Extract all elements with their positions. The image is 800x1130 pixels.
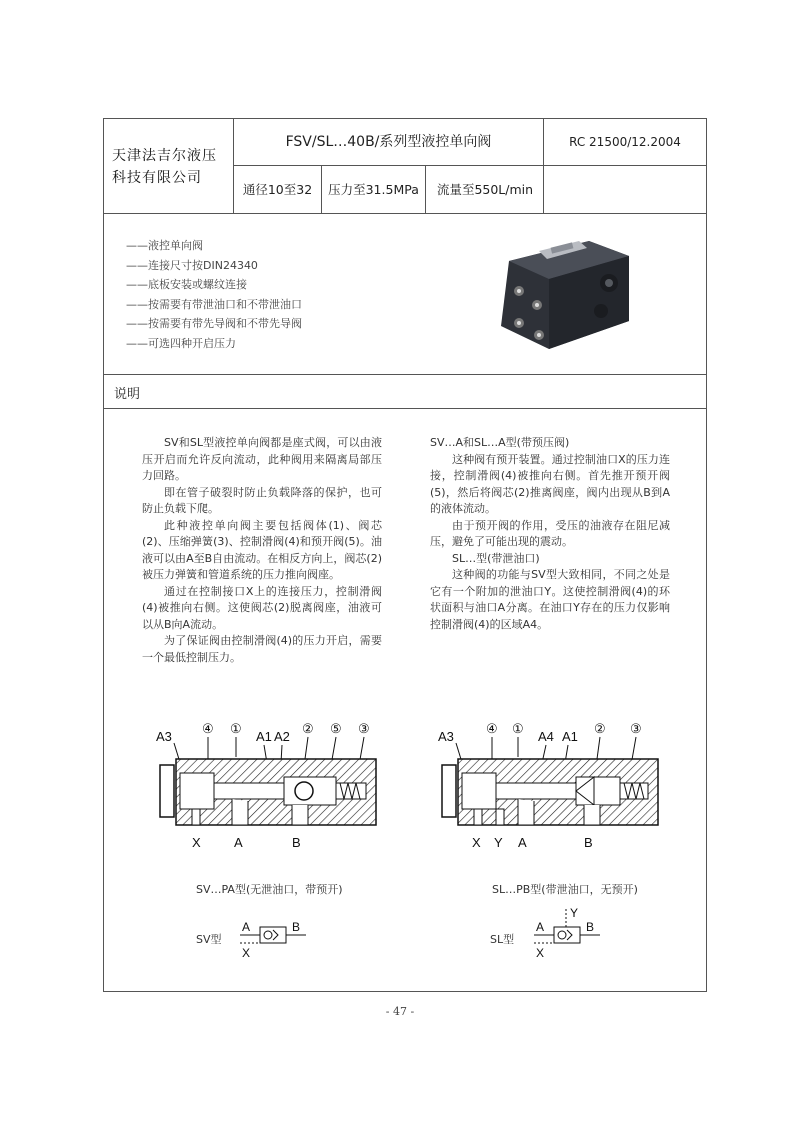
symbol-port-a: A <box>536 920 545 934</box>
symbol-port-x: X <box>536 946 545 960</box>
diagram-caption-left: SV…PA型(无泄油口，带预开) <box>196 883 343 896</box>
paragraph: 通过在控制接口X上的连接压力，控制滑阀(4)被推向右侧。这使阀芯(2)脱离阀座，油液可以从B向A流动。 <box>142 584 382 631</box>
spec-row <box>234 166 544 213</box>
paragraph: SV和SL型液控单向阀都是座式阀，可以由液压开启而允许反向流动，此种阀用来隔离局部压力回路。 <box>142 436 382 482</box>
company-name-line1: 天津法吉尔液压 <box>112 148 217 164</box>
company-name-line2: 科技有限公司 <box>112 170 202 186</box>
page-number: - 47 - <box>385 1005 415 1018</box>
paragraph: 此种液控单向阀主要包括阀体(1)、阀芯(2)、压缩弹簧(3)、控制滑阀(4)和预开阀(5)。油液可以由A至B自由流动。在相反方向上，阀芯(2)被压力弹簧和管道系统的压力推向阀座。 <box>142 518 382 581</box>
symbol-port-b: B <box>586 920 595 934</box>
subheading: SV…A和SL…A型(带预压阀) <box>430 436 570 449</box>
subheading: SL…型(带泄油口) <box>452 551 540 565</box>
label-2: ② <box>594 721 606 736</box>
label-port-b: B <box>292 835 301 850</box>
symbol-port-x: X <box>242 946 251 960</box>
label-x: X <box>192 835 201 850</box>
paragraph: 为了保证阀由控制滑阀(4)的压力开启，需要一个最低控制压力。 <box>142 634 382 664</box>
section-title: 说明 <box>114 387 141 402</box>
paragraph: 这种阀有预开装置。通过控制油口X的压力连接，控制滑阀(4)被推向右侧。首先推开预开阀(5)，然后将阀芯(2)推离阀座，阀内出现从B到A的液体流动。 <box>430 452 670 515</box>
valve-photo <box>489 231 639 366</box>
symbol-label-sl: SL型 <box>490 933 515 946</box>
label-4: ④ <box>202 721 214 736</box>
label-1: ① <box>230 721 242 736</box>
document-title: FSV/SL…40B/系列型液控单向阀 <box>234 119 544 166</box>
label-a3: A3 <box>438 729 454 744</box>
feature-item: ——可选四种开启压力 <box>126 336 236 350</box>
feature-item: ——液控单向阀 <box>126 239 203 252</box>
sv-valve-section-diagram <box>152 711 392 861</box>
spec-flow: 流量至550L/min <box>436 182 534 197</box>
feature-item: ——按需要有带泄油口和不带泄油口 <box>126 297 302 311</box>
symbol-port-y: Y <box>570 906 579 920</box>
label-a4: A4 <box>538 729 554 744</box>
company-cell <box>104 119 234 213</box>
label-3: ③ <box>358 721 370 736</box>
label-3: ③ <box>630 721 642 736</box>
paragraph: 这种阀的功能与SV型大致相同，不同之处是它有一个附加的泄油口Y。这使控制滑阀(4)的环状面积与油口A分离。在油口Y存在的压力仅影响控制滑阀(4)的区域A4。 <box>430 568 670 631</box>
symbol-port-b: B <box>292 920 301 934</box>
sl-valve-section-diagram <box>434 711 674 861</box>
symbol-port-a: A <box>242 920 251 934</box>
label-a2: A2 <box>274 729 290 744</box>
section-divider-bottom <box>104 408 706 409</box>
feature-item: ——按需要有带先导阀和不带先导阀 <box>126 317 302 330</box>
label-port-a: A <box>234 835 243 850</box>
feature-item: ——连接尺寸按DIN24340 <box>126 258 258 272</box>
label-x: X <box>472 835 481 850</box>
label-4: ④ <box>486 721 498 736</box>
header-table <box>104 119 706 214</box>
sl-check-valve-symbol <box>530 905 610 963</box>
feature-item: ——底板安装或螺纹连接 <box>126 278 247 291</box>
spec-size: 通径10至32 <box>234 166 322 213</box>
label-2: ② <box>302 721 314 736</box>
label-a1: A1 <box>562 729 578 744</box>
label-port-a: A <box>518 835 527 850</box>
paragraph: 由于预开阀的作用，受压的油液存在阻尼减压，避免了可能出现的震动。 <box>430 518 670 548</box>
label-1: ① <box>512 721 524 736</box>
symbol-label-sv: SV型 <box>196 933 222 946</box>
paragraph: 即在管子破裂时防止负载降落的保护，也可防止负载下爬。 <box>142 485 382 515</box>
diagram-caption-right: SL…PB型(带泄油口，无预开) <box>492 883 638 896</box>
label-a3: A3 <box>156 729 172 744</box>
document-code: RC 21500/12.2004 <box>544 119 706 166</box>
description-left-column <box>142 435 382 666</box>
page-frame <box>103 118 707 992</box>
description-right-column <box>430 435 670 633</box>
label-5: ⑤ <box>330 721 342 736</box>
label-port-b: B <box>584 835 593 850</box>
label-a1: A1 <box>256 729 272 744</box>
spec-pressure: 压力至31.5MPa <box>322 166 426 213</box>
section-divider-top <box>104 374 706 375</box>
feature-list <box>126 237 302 354</box>
label-y: Y <box>494 835 503 850</box>
sv-check-valve-symbol <box>236 913 316 963</box>
